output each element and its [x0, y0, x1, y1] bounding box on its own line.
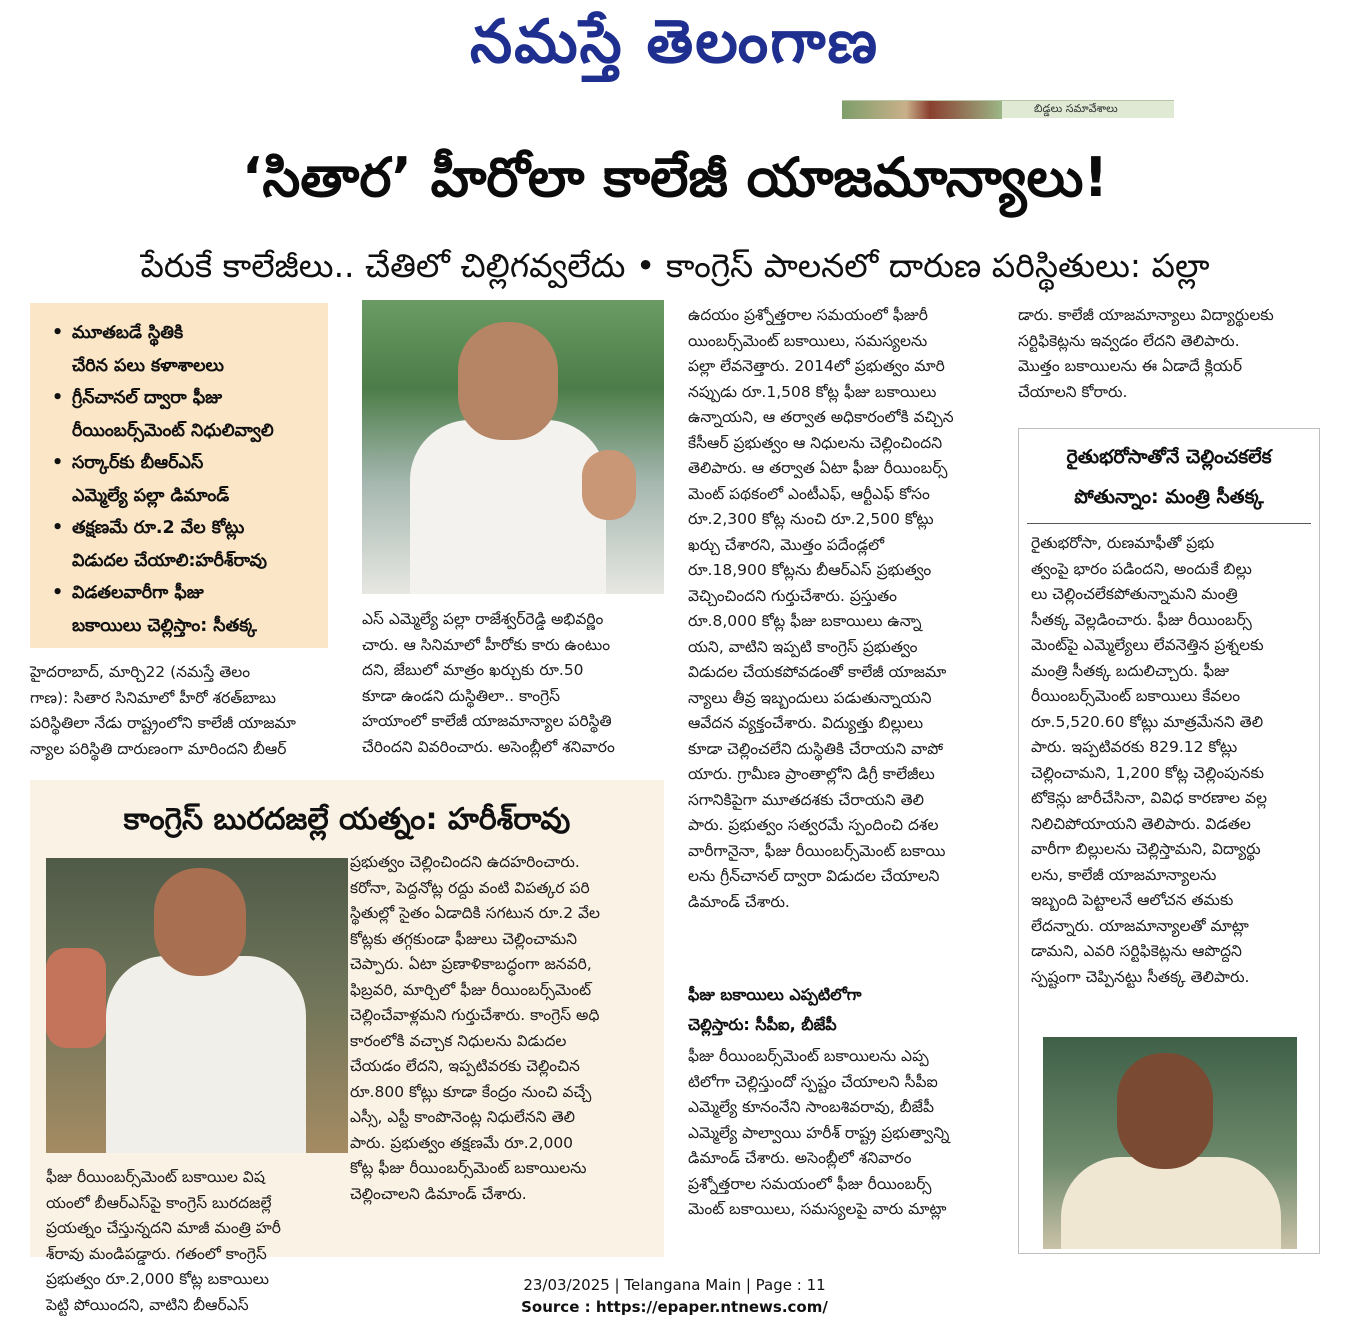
photo-figure-head	[154, 868, 246, 976]
text-line: పారు. ప్రభుత్వం సత్వరమే స్పందించి దశల	[688, 816, 939, 834]
text-line: ప్రయత్నం చేస్తున్నదని మాజీ మంత్రి హరీ	[46, 1219, 282, 1237]
text-line: మొత్తం బకాయిలను ఈ ఏడాదే క్లియర్	[1018, 357, 1243, 375]
text-line: చెల్లిస్తారు: సీపీఐ, బీజేపీ	[688, 1015, 837, 1034]
text-line: డారు. కాలేజీ యాజమాన్యాలు విద్యార్థులకు	[1018, 306, 1274, 324]
article-column-2	[362, 607, 664, 760]
highlight-line: బకాయిలు చెల్లిస్తాం: సీతక్క	[72, 615, 257, 636]
text-line: మెంట్‌పై ఎమ్మెల్యేలు లేవనెత్తిన ప్రశ్నలకు	[1031, 636, 1264, 654]
strip-caption: బిడ్డలు సమావేశాలు	[1034, 102, 1118, 115]
lead-paragraph	[30, 660, 330, 762]
photo-figure-head	[1117, 1053, 1213, 1169]
text-line: రూ.8,000 కోట్ల ఫీజు బకాయిలు ఉన్నా	[688, 612, 922, 630]
text-line: ఫీజు రీయింబర్స్‌మెంట్ బకాయిల విష	[46, 1168, 265, 1186]
text-line: యారు. గ్రామీణ ప్రాంతాల్లోని డిగ్రీ కాలేజీలు	[688, 765, 935, 783]
highlight-item	[52, 317, 318, 382]
text-line: ప్రశ్నోత్తరాల సమయంలో ఫీజు రీయింబర్స్	[688, 1174, 932, 1193]
palla-photo	[362, 300, 664, 594]
text-line: ఫిబ్రవరి, మార్చిలో ఫీజు రీయింబర్స్‌మెంట్	[350, 980, 592, 999]
strip-thumbnail	[842, 101, 1002, 119]
highlight-item	[52, 447, 318, 512]
text-line: ఖర్చు చేశారని, మొత్తం పదేండ్లలో	[688, 535, 885, 554]
text-line: కూడా చెల్లించలేని దుస్థితికి చేరాయని వాపో	[688, 739, 944, 758]
text-line: పోతున్నాం: మంత్రి సీతక్క	[1074, 486, 1264, 508]
text-line: కారంలోకి వచ్చాక నిధులను విడుదల	[350, 1031, 567, 1050]
text-line: నిలిచిపోయాయని తెలిపారు. విడతల	[1031, 814, 1251, 833]
haresh-rao-title: కాంగ్రెస్ బురదజల్లే యత్నం: హరీశ్‌రావు	[123, 802, 571, 837]
highlight-line: విడుదల చేయాలి:హరీశ్‌రావు	[72, 550, 267, 571]
sitakka-title	[1019, 437, 1319, 517]
text-line: సగానికిపైగా మూతదశకు చేరాయని తెలి	[688, 790, 924, 809]
photo-figure-body	[1061, 1157, 1281, 1249]
text-line: వారీగానైనా, ఫీజు రీయింబర్స్‌మెంట్ బకాయి	[688, 841, 946, 860]
text-line: న్యాల పరిస్థితి దారుణంగా మారిందని బీఆర్	[30, 739, 287, 758]
text-line: రూ.18,900 కోట్లను బీఆర్‌ఎస్ ప్రభుత్వం	[688, 561, 932, 579]
text-line: కేసీఆర్ ప్రభుత్వం ఆ నిధులను చెల్లించిందని	[688, 433, 943, 452]
text-line: స్థితుల్లో సైతం ఏడాదికి సగటున రూ.2 వేల	[350, 904, 601, 922]
text-line: వారీగా బిల్లులను చెల్లిస్తామని, విద్యార్థు	[1031, 840, 1261, 858]
photo-figure-body	[410, 420, 606, 594]
text-line: లను, కాలేజీ యాజమాన్యాలను	[1031, 865, 1217, 884]
text-line: ఆవేదన వ్యక్తంచేశారు. విద్యుత్తు బిల్లులు	[688, 714, 924, 732]
text-line: నప్పుడు రూ.1,508 కోట్ల ఫీజు బకాయిలు	[688, 382, 937, 401]
photo-background-figure	[46, 948, 106, 1048]
text-line: యింబర్స్‌మెంట్ బకాయిలు, సమస్యలను	[688, 331, 928, 350]
text-line: ఎమ్మెల్యే పాల్వాయి హరీశ్ రాష్ట్ర ప్రభుత్వాన్ని	[688, 1123, 950, 1142]
footer-date-page: 23/03/2025 | Telangana Main | Page : 11	[523, 1276, 826, 1294]
text-line: చేరిందని వివరించారు. అసెంబ్లీలో శనివారం	[362, 737, 615, 756]
highlight-line: మూతబడే స్థితికి	[72, 323, 184, 343]
title-divider	[1027, 523, 1311, 524]
text-line: కరోనా, పెద్దనోట్ల రద్దు వంటి విపత్కర పరి	[350, 878, 590, 897]
text-line: డిమాండ్ చేశారు.	[688, 892, 790, 911]
text-line: త్వంపై భారం పడిందని, అందుకే బిల్లు	[1031, 559, 1252, 578]
text-line: తెలిపారు. ఆ తర్వాత ఏటా ఫీజు రీయింబర్స్	[688, 459, 948, 477]
text-line: హయాంలో కాలేజీ యాజమాన్యాల పరిస్థితి	[362, 712, 612, 730]
text-line: ప్రభుత్వం చెల్లించిందని ఉదహరించారు.	[350, 853, 580, 871]
haresh-rao-photo	[46, 858, 348, 1153]
bullet-icon: •	[52, 453, 64, 473]
sitakka-photo	[1043, 1037, 1297, 1249]
text-line: మెంట్ బకాయిలు, సమస్యలపై వారు మాట్లా	[688, 1200, 947, 1218]
text-line: సర్టిఫికెట్లను ఇవ్వడం లేదని తెలిపారు.	[1018, 331, 1240, 350]
text-line: ఫీజు రీయింబర్స్‌మెంట్ బకాయిలను ఎప్ప	[688, 1047, 929, 1065]
photo-figure-hand	[582, 450, 636, 520]
text-line: మెంట్ పథకంలో ఎంటీఎఫ్, ఆర్టీఎఫ్ కోసం	[688, 484, 930, 503]
highlight-item	[52, 512, 318, 577]
text-line: చేయాలని కోరారు.	[1018, 382, 1128, 401]
text-line: పారు. ఇప్పటివరకు 829.12 కోట్లు	[1031, 738, 1238, 756]
text-line: స్పష్టంగా చెప్పినట్టు సీతక్క తెలిపారు.	[1031, 967, 1250, 986]
text-line: యంలో బీఆర్‌ఎస్‌పై కాంగ్రెస్ బురదజల్లే	[46, 1193, 272, 1212]
text-line: రీయింబర్స్‌మెంట్ బకాయిలు కేవలం	[1031, 687, 1241, 705]
text-line: ఎస్సీ, ఎస్టీ కాంపొనెంట్ల నిధులేనని తెలి	[350, 1108, 576, 1126]
text-line: రూ.800 కోట్లు కూడా కేంద్రం నుంచి వచ్చే	[350, 1082, 592, 1101]
text-line: కోట్ల ఫీజు రీయింబర్స్‌మెంట్ బకాయిలను	[350, 1159, 587, 1177]
text-line: ఉన్నాయని, ఆ తర్వాత అధికారంలోకి వచ్చిన	[688, 408, 954, 426]
text-line: ఉదయం ప్రశ్నోత్తరాల సమయంలో ఫీజురీ	[688, 306, 928, 324]
text-line: వెచ్చించిందని గుర్తుచేశారు. ప్రస్తుతం	[688, 586, 898, 605]
article-column-3	[688, 303, 988, 915]
article-column-3-bottom	[688, 1044, 988, 1223]
text-line: పరిస్థితిలా నేడు రాష్ట్రంలోని కాలేజీ యాజమా	[30, 714, 296, 732]
photo-figure-body	[106, 956, 306, 1153]
text-line: గాణ): సితార సినిమాలో హీరో శరత్‌బాబు	[30, 688, 276, 707]
text-line: పారు. ప్రభుత్వం తక్షణమే రూ.2,000	[350, 1133, 574, 1152]
text-line: ఇబ్బంది పెట్టాలనే ఆలోచన తమకు	[1031, 891, 1234, 909]
text-line: పెట్టి పోయిందని, వాటిని బీఆర్‌ఎస్	[46, 1295, 249, 1314]
text-line: చెల్లించేవాళ్లమని గుర్తుచేశారు. కాంగ్రెస్ అధి	[350, 1006, 600, 1024]
text-line: చెల్లించాలని డిమాండ్ చేశారు.	[350, 1184, 527, 1203]
text-line: మంత్రి సీతక్క బదులిచ్చారు. ఫీజు	[1031, 661, 1230, 680]
masthead-logo: నమస్తే తెలంగాణ	[469, 7, 880, 77]
text-line: కోట్లకు తగ్గకుండా ఫీజులు చెల్లించామని	[350, 929, 578, 948]
sitakka-box	[1018, 428, 1320, 1254]
highlight-line: గ్రీన్‌చానల్ ద్వారా ఫీజు	[72, 388, 223, 408]
photo-figure-head	[458, 322, 558, 440]
bullet-icon: •	[52, 323, 64, 343]
text-line: హైదరాబాద్, మార్చి22 (నమస్తే తెలం	[30, 663, 251, 681]
text-line: డామని, ఎవరి సర్టిఫికెట్లను ఆపొద్దని	[1031, 942, 1242, 960]
text-line: ఎస్ ఎమ్మెల్యే పల్లా రాజేశ్వర్‌రెడ్డి అభివర్ణిం	[362, 610, 604, 628]
text-line: రూ.2,300 కోట్ల నుంచి రూ.2,500 కోట్లు	[688, 510, 934, 528]
highlight-line: విడతలవారీగా ఫీజు	[72, 583, 204, 603]
highlight-item	[52, 577, 318, 642]
highlight-line: రీయింబర్స్‌మెంట్ నిధులివ్వాలి	[72, 420, 274, 441]
haresh-right-column	[350, 850, 654, 1207]
text-line: పల్లా లేవనెత్తారు. 2014లో ప్రభుత్వం మారి	[688, 357, 945, 375]
highlight-line: సర్కార్‌కు బీఆర్‌ఎస్	[72, 453, 204, 473]
page-footer	[0, 1274, 1349, 1318]
text-line: రూ.5,520.60 కోట్లు మాత్రమేనని తెలి	[1031, 712, 1264, 731]
text-line: ఎమ్మెల్యే కూనంనేని సాంబశివరావు, బీజేపీ	[688, 1098, 934, 1116]
text-line: లను గ్రీన్‌చానల్ ద్వారా విడుదల చేయాలని	[688, 867, 940, 885]
text-line: చారు. ఆ సినిమాలో హీరోకు కారు ఉంటుం	[362, 635, 611, 654]
highlight-line: తక్షణమే రూ.2 వేల కోట్లు	[72, 518, 245, 538]
highlight-item	[52, 382, 318, 447]
bullet-icon: •	[52, 583, 64, 603]
bullet-icon: •	[52, 518, 64, 538]
footer-source: Source : https://epaper.ntnews.com/	[521, 1298, 828, 1316]
text-line: చెప్పారు. ఏటా ప్రణాళికాబద్ధంగా జనవరి,	[350, 955, 592, 973]
highlights-box	[30, 303, 328, 648]
text-line: చేయడం లేదని, ఇప్పటివరకు చెల్లించిన	[350, 1057, 580, 1075]
article-column-4	[1018, 303, 1320, 405]
text-line: న్యాలు తీవ్ర ఇబ్బందులు పడుతున్నాయని	[688, 688, 932, 707]
highlight-line: చేరిన పలు కళాశాలలు	[72, 355, 224, 376]
text-line: కూడా ఉండని దుస్థితిలా.. కాంగ్రెస్	[362, 686, 561, 705]
sitakka-body	[1031, 531, 1309, 990]
text-line: ఫీజు బకాయిలు ఎప్పటిలోగా	[688, 985, 862, 1004]
text-line: లేదన్నారు. యాజమాన్యాలతో మాట్లా	[1031, 916, 1249, 935]
text-line: దని, జేబులో మాత్రం ఖర్చుకు రూ.50	[362, 661, 584, 679]
text-line: శ్‌రావు మండిపడ్డారు. గతంలో కాంగ్రెస్	[46, 1244, 267, 1263]
cpi-bjp-subheading	[688, 980, 988, 1040]
text-line: టోకెన్లు జారీచేసినా, వివిధ కారణాల వల్ల	[1031, 789, 1267, 807]
highlight-line: ఎమ్మెల్యే పల్లా డిమాండ్	[72, 485, 230, 506]
text-line: సీతక్క వెల్లడించారు. ఫీజు రీయింబర్స్	[1031, 610, 1252, 629]
text-line: టిలోగా చెల్లిస్తుందో స్పష్టం చేయాలని సీపీఐ	[688, 1072, 938, 1091]
text-line: లు చెల్లించలేకపోతున్నామని మంత్రి	[1031, 585, 1238, 603]
top-photo-strip	[842, 100, 1174, 118]
bullet-icon: •	[52, 388, 64, 408]
text-line: చెల్లించామని, 1,200 కోట్ల చెల్లింపునకు	[1031, 763, 1264, 782]
main-headline: ‘సితార’ హీరోలా కాలేజీ యాజమాన్యాలు!	[241, 146, 1109, 209]
text-line: యని, వాటిని ఇప్పటి కాంగ్రెస్ ప్రభుత్వం	[688, 637, 918, 656]
text-line: డిమాండ్ చేశారు. అసెంబ్లీలో శనివారం	[688, 1149, 912, 1167]
text-line: విడుదల చేయకపోవడంతో కాలేజీ యాజమా	[688, 663, 947, 681]
sub-headline: పేరుకే కాలేజీలు.. చేతిలో చిల్లిగవ్వలేదు • కాంగ్రెస్ పాలనలో దారుణ పరిస్థితులు: పల్లా	[140, 246, 1210, 285]
text-line: రైతుభరోసా, రుణమాఫీతో ప్రభు	[1031, 534, 1215, 552]
text-line: ప్రభుత్వం రూ.2,000 కోట్ల బకాయిలు	[46, 1270, 270, 1288]
haresh-rao-box	[30, 780, 664, 1314]
text-line: రైతుభరోసాతోనే చెల్లించకలేక	[1066, 446, 1272, 468]
